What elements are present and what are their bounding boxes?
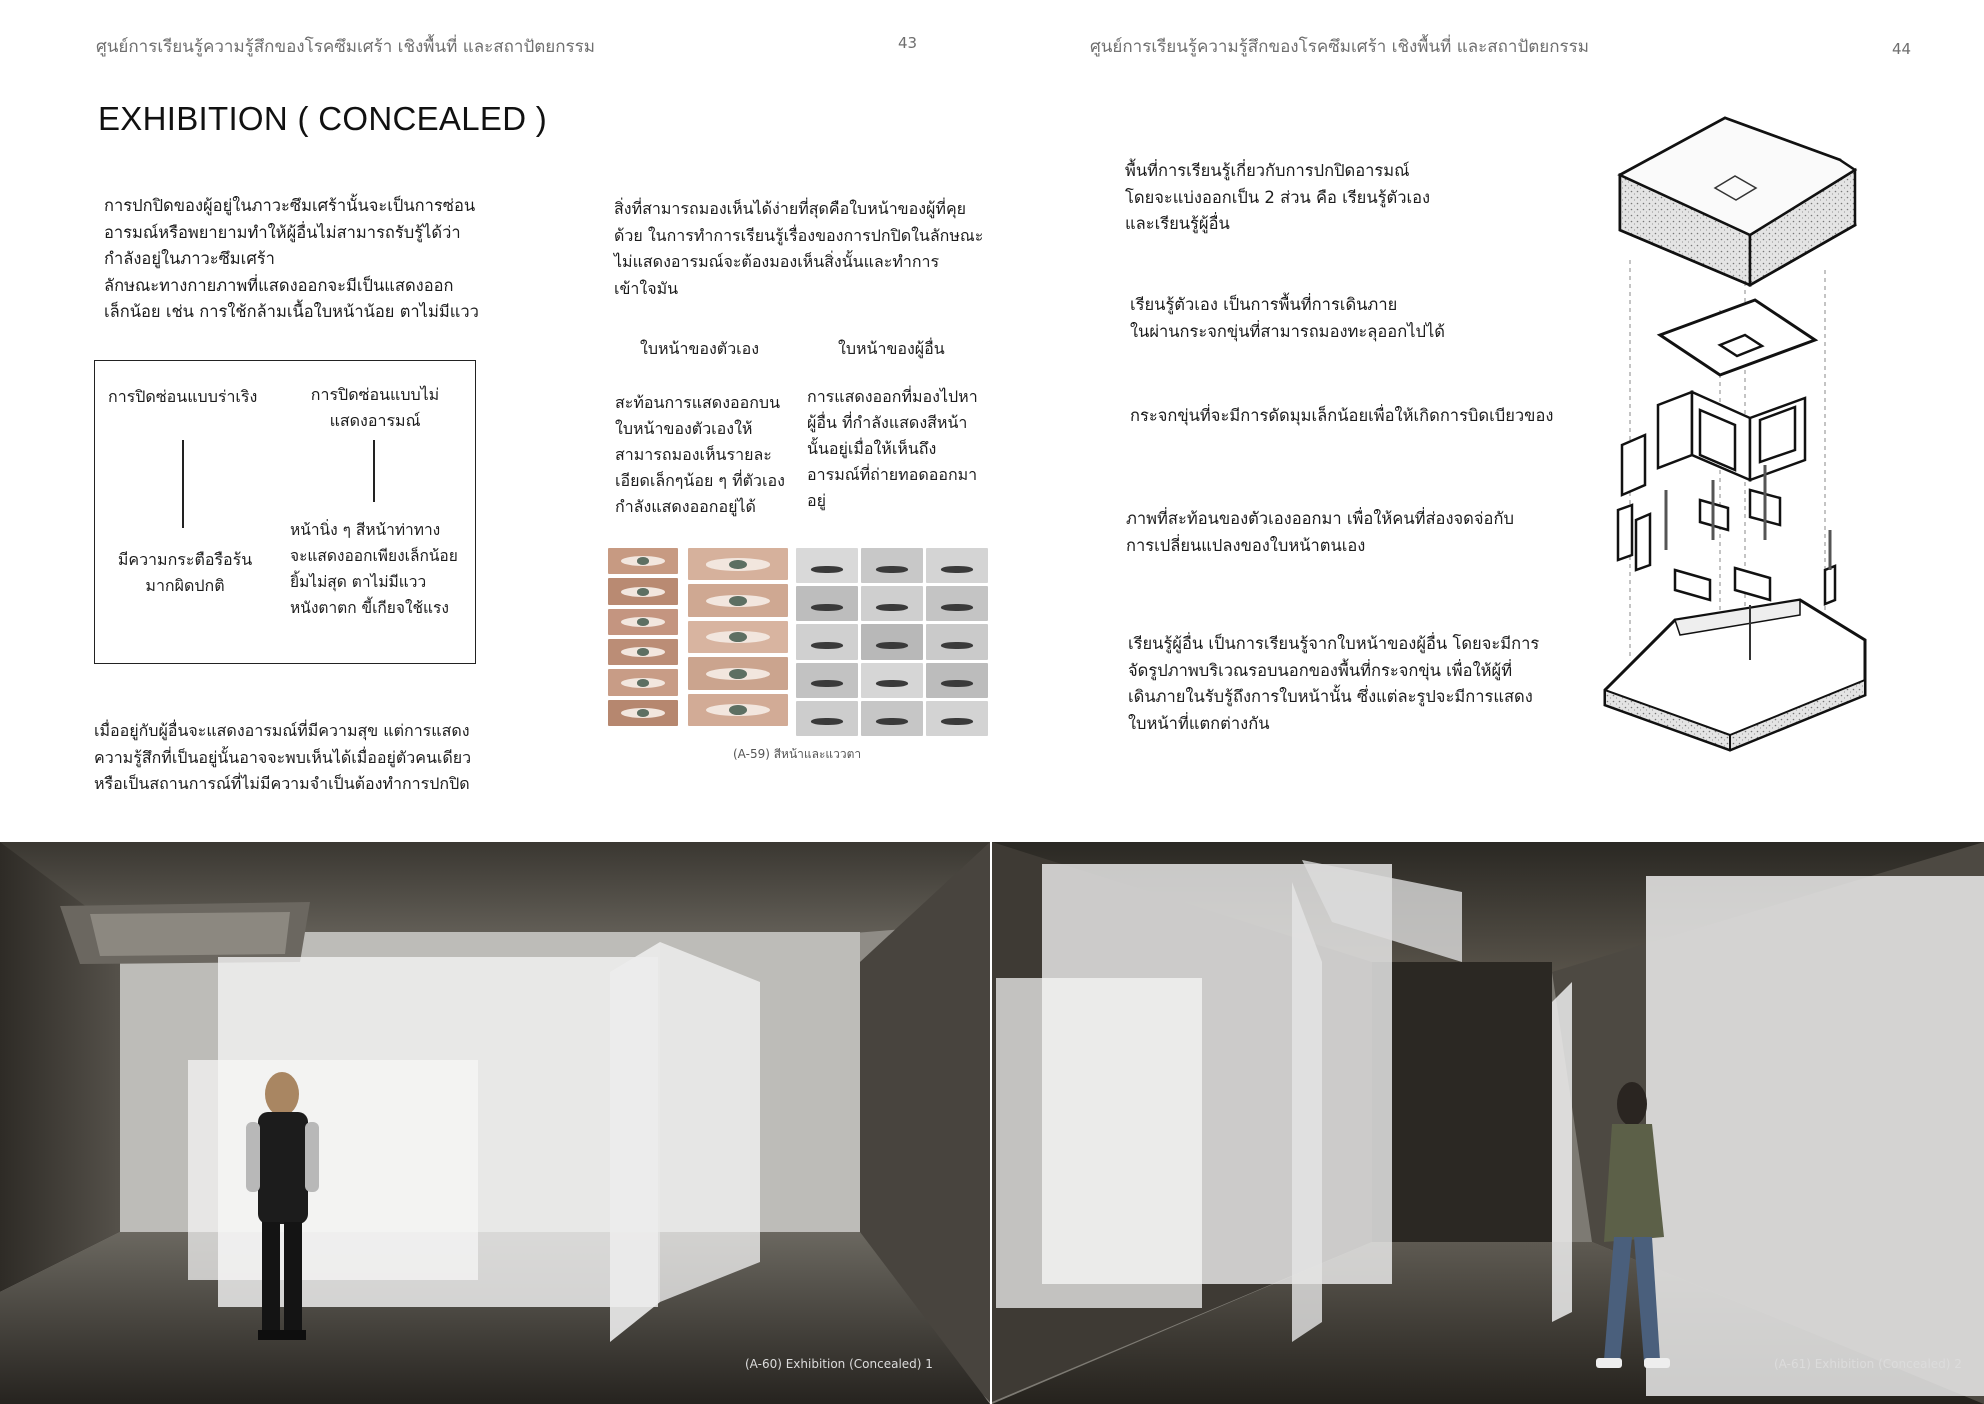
- exploded-axonometric-diagram: [1600, 100, 1880, 760]
- render-1-caption: (A-60) Exhibition (Concealed) 1: [745, 1357, 933, 1371]
- self-face-heading: ใบหน้าของตัวเอง: [640, 339, 760, 358]
- connector-line-right: [373, 440, 375, 502]
- flat-concealment-heading: การปิดซ่อนแบบไม่ แสดงอารมณ์: [310, 385, 440, 430]
- self-face-description: สะท้อนการแสดงออกบน ใบหน้าของตัวเองให้ สามารถมองเห็นรายละ เอียดเล็กๆน้อย ๆ ที่ตัวเอง กำลังแสดงออกอยู่ได้: [615, 393, 785, 516]
- page-number-left: 43: [898, 34, 918, 52]
- page-number-right: 44: [1892, 40, 1912, 58]
- faces-caption: (A-59) สีหน้าและแววตา: [733, 747, 862, 761]
- cheerful-concealment-heading: การปิดซ่อนแบบร่าเริง: [108, 387, 258, 406]
- exhibition-render-2: [992, 842, 1984, 1404]
- other-face-heading: ใบหน้าของผู้อื่น: [838, 339, 945, 358]
- right-paragraph-2: เรียนรู้ตัวเอง เป็นการพื้นที่การเดินภาย ในผ่านกระจกขุ่นที่สามารถมองทะลุออกไปได้: [1130, 295, 1445, 341]
- page-title: EXHIBITION ( CONCEALED ): [98, 100, 548, 137]
- middle-intro-paragraph: สิ่งที่สามารถมองเห็นได้ง่ายที่สุดคือใบหน้าของผู้ที่คุย ด้วย ในการทำการเรียนรู้เรื่องของการปกปิดในลักษณะ ไม่แสดงอารมณ์จะต้องมองเห็นสิ่งนั้นและทำการ เข้าใจมัน: [614, 199, 984, 298]
- connector-line-left: [182, 440, 184, 528]
- right-paragraph-3: กระจกขุ่นที่จะมีการดัดมุมเล็กน้อยเพื่อให้เกิดการบิดเบียวของ: [1130, 406, 1554, 425]
- intro-paragraph: การปกปิดของผู้อยู่ในภาวะซึมเศร้านั้นจะเป็นการซ่อน อารมณ์หรือพยายามทำให้ผู้อื่นไม่สามารถรับรู้ได้ว่า กำลังอยู่ในภาวะซึมเศร้า ลักษณะทางกายภาพที่แสดงออกจะมีเป็นแสดงออก เล็กน้อย เช่น การใช้กล้ามเนื้อใบหน้าน้อย ตาไม่มีแวว: [104, 196, 479, 321]
- right-paragraph-5: เรียนรู้ผู้อื่น เป็นการเรียนรู้จากใบหน้าของผู้อื่น โดยจะมีการ จัดรูปภาพบริเวณรอบนอกของพื้นที่กระจกขุ่น เพื่อให้ผู้ที่ เดินภายในรับรู้ถึงการใบหน้านั้น ซึ่งแต่ละรูปจะมีการแสดง ใบหน้าที่แตกต่างกัน: [1128, 634, 1540, 733]
- eyes-photo-column-2: [688, 548, 788, 726]
- right-paragraph-4: ภาพที่สะท้อนของตัวเองออกมา เพื่อให้คนที่ส่องจดจ่อกับ การเปลี่ยนแปลงของใบหน้าตนเอง: [1126, 509, 1514, 555]
- bottom-paragraph: เมื่ออยู่กับผู้อื่นจะแสดงอารมณ์ที่มีความสุข แต่การแสดง ความรู้สึกที่เป็นอยู่นั้นอาจจะพบเห็นได้เมื่ออยู่ตัวคนเดียว หรือเป็นสถานการณ์ที่ไม่มีความจำเป็นต้องทำการปกปิด: [94, 721, 472, 793]
- right-paragraph-1: พื้นที่การเรียนรู้เกี่ยวกับการปกปิดอารมณ์ โดยจะแบ่งออกเป็น 2 ส่วน คือ เรียนรู้ตัวเอง และเรียนรู้ผู้อื่น: [1125, 161, 1431, 233]
- flat-concealment-description: หน้านิ่ง ๆ สีหน้าท่าทาง จะแสดงออกเพียงเล็กน้อย ยิ้มไม่สุด ตาไม่มีแวว หนังตาตก ขี้เกียจใช้แรง: [290, 521, 458, 617]
- cheerful-concealment-description: มีความกระตือรือร้น มากผิดปกติ: [117, 550, 253, 595]
- render-2-caption: (A-61) Exhibition (Concealed) 2: [1774, 1357, 1962, 1371]
- mouths-photo-grid: [796, 548, 988, 736]
- other-face-description: การแสดงออกที่มองไปหา ผู้อื่น ที่กำลังแสดงสีหน้า นั้นอยู่เมื่อให้เห็นถึง อารมณ์ที่ถ่ายทอดออกมา อยู่: [807, 387, 978, 510]
- exhibition-render-1: [0, 842, 990, 1404]
- eyes-photo-column-1: [608, 548, 678, 726]
- running-header-right: ศูนย์การเรียนรู้ความรู้สึกของโรคซึมเศร้า เชิงพื้นที่ และสถาปัตยกรรม: [1090, 37, 1590, 57]
- running-header-left: ศูนย์การเรียนรู้ความรู้สึกของโรคซึมเศร้า เชิงพื้นที่ และสถาปัตยกรรม: [96, 37, 596, 57]
